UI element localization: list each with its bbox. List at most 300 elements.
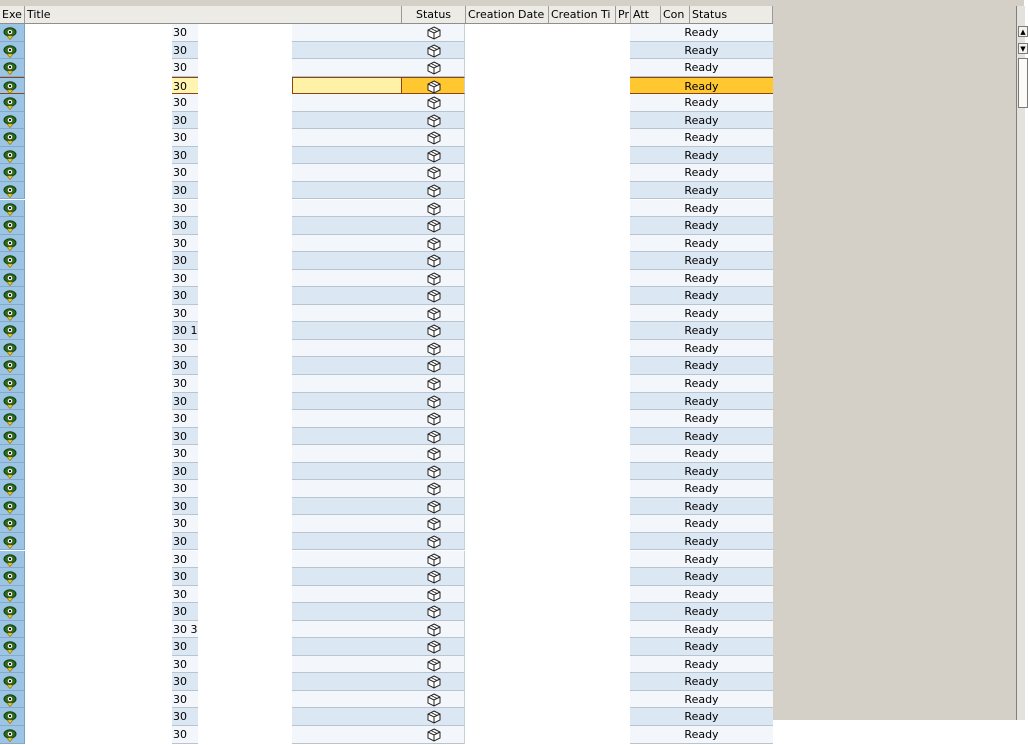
column-header-creation-time[interactable]: Creation Ti <box>549 6 616 23</box>
exe-cell[interactable] <box>0 533 25 551</box>
status-text-cell: Ready <box>630 375 773 393</box>
title-cell <box>25 305 172 323</box>
table-header <box>0 6 773 24</box>
exe-cell[interactable] <box>0 393 25 411</box>
exe-cell[interactable] <box>0 568 25 586</box>
blank-cell <box>465 357 630 375</box>
table-row[interactable] <box>0 182 773 200</box>
text-field-cell[interactable] <box>292 357 402 375</box>
table-row[interactable] <box>0 270 773 288</box>
table-row[interactable] <box>0 515 773 533</box>
text-field-cell[interactable] <box>292 200 402 218</box>
execute-eye-icon[interactable] <box>3 553 17 567</box>
status-text-cell: Ready <box>630 147 773 165</box>
package-box-icon <box>427 412 441 426</box>
package-box-icon <box>427 395 441 409</box>
text-field-cell[interactable] <box>292 480 402 498</box>
exe-cell[interactable] <box>0 182 25 200</box>
exe-cell[interactable] <box>0 164 25 182</box>
blank-cell <box>465 77 630 95</box>
execute-eye-icon[interactable] <box>3 61 17 75</box>
blank-cell <box>198 24 292 42</box>
table-row[interactable] <box>0 656 773 674</box>
table-row[interactable] <box>0 217 773 235</box>
status-icon-cell <box>402 691 465 709</box>
text-field-cell[interactable] <box>292 164 402 182</box>
status-text-cell: Ready <box>630 200 773 218</box>
blank-cell <box>465 498 630 516</box>
table-row-selected[interactable] <box>0 77 773 95</box>
exe-cell[interactable] <box>0 129 25 147</box>
exe-cell[interactable] <box>0 656 25 674</box>
blank-cell <box>465 217 630 235</box>
execute-eye-icon[interactable] <box>3 588 17 602</box>
exe-cell[interactable] <box>0 445 25 463</box>
execute-eye-icon[interactable] <box>3 237 17 251</box>
package-box-icon <box>427 342 441 356</box>
exe-cell[interactable] <box>0 551 25 569</box>
status-text-cell: Ready <box>630 217 773 235</box>
table-row[interactable] <box>0 708 773 726</box>
execute-eye-icon[interactable] <box>3 535 17 549</box>
execute-eye-icon[interactable] <box>3 500 17 514</box>
status-text-cell: Ready <box>630 551 773 569</box>
execute-eye-icon[interactable] <box>3 44 17 58</box>
text-field-cell[interactable] <box>292 77 402 95</box>
status-text-cell: Ready <box>630 498 773 516</box>
exe-cell[interactable] <box>0 708 25 726</box>
status-text-cell: Ready <box>630 515 773 533</box>
status-icon-cell <box>402 498 465 516</box>
vertical-scrollbar[interactable] <box>1016 6 1025 720</box>
execute-eye-icon[interactable] <box>3 728 17 742</box>
status-text-cell: Ready <box>630 691 773 709</box>
text-field-cell[interactable] <box>292 656 402 674</box>
title-cell <box>25 270 172 288</box>
table-row[interactable] <box>0 375 773 393</box>
blank-cell <box>198 603 292 621</box>
package-box-icon <box>427 430 441 444</box>
title-cell <box>25 217 172 235</box>
table-row[interactable] <box>0 235 773 253</box>
number-cell: 30 <box>172 393 198 411</box>
execute-eye-icon[interactable] <box>3 465 17 479</box>
exe-cell[interactable] <box>0 638 25 656</box>
package-box-icon <box>427 131 441 145</box>
exe-cell[interactable] <box>0 235 25 253</box>
blank-cell <box>465 586 630 604</box>
execute-eye-icon[interactable] <box>3 26 17 40</box>
blank-cell <box>465 112 630 130</box>
status-icon-cell <box>402 217 465 235</box>
execute-eye-icon[interactable] <box>3 710 17 724</box>
execute-eye-icon[interactable] <box>3 693 17 707</box>
text-field-cell[interactable] <box>292 428 402 446</box>
table-row[interactable] <box>0 533 773 551</box>
exe-cell[interactable] <box>0 375 25 393</box>
blank-cell <box>198 217 292 235</box>
blank-cell <box>198 445 292 463</box>
text-field-cell[interactable] <box>292 217 402 235</box>
text-field-cell[interactable] <box>292 673 402 691</box>
text-field-cell[interactable] <box>292 726 402 744</box>
blank-cell <box>465 621 630 639</box>
blank-cell <box>198 410 292 428</box>
table-row[interactable] <box>0 59 773 77</box>
exe-cell[interactable] <box>0 24 25 42</box>
blank-cell <box>465 708 630 726</box>
table-row[interactable] <box>0 94 773 112</box>
text-field-cell[interactable] <box>292 322 402 340</box>
blank-cell <box>465 463 630 481</box>
text-field-cell[interactable] <box>292 638 402 656</box>
title-cell <box>25 129 172 147</box>
blank-cell <box>198 287 292 305</box>
table-row[interactable] <box>0 252 773 270</box>
execute-eye-icon[interactable] <box>3 640 17 654</box>
exe-cell[interactable] <box>0 94 25 112</box>
title-cell <box>25 708 172 726</box>
status-text-cell: Ready <box>630 182 773 200</box>
exe-cell[interactable] <box>0 428 25 446</box>
execute-eye-icon[interactable] <box>3 324 17 338</box>
text-field-cell[interactable] <box>292 252 402 270</box>
package-box-icon <box>427 96 441 110</box>
execute-eye-icon[interactable] <box>3 96 17 110</box>
execute-eye-icon[interactable] <box>3 114 17 128</box>
blank-cell <box>198 673 292 691</box>
execute-eye-icon[interactable] <box>3 623 17 637</box>
package-box-icon <box>427 553 441 567</box>
execute-eye-icon[interactable] <box>3 447 17 461</box>
text-field-cell[interactable] <box>292 410 402 428</box>
status-text-cell: Ready <box>630 322 773 340</box>
column-header-creation-date[interactable]: Creation Date <box>466 6 549 23</box>
text-field-cell[interactable] <box>292 147 402 165</box>
execute-eye-icon[interactable] <box>3 149 17 163</box>
exe-cell[interactable] <box>0 200 25 218</box>
table-row[interactable] <box>0 357 773 375</box>
text-field-cell[interactable] <box>292 375 402 393</box>
exe-cell[interactable] <box>0 340 25 358</box>
title-cell <box>25 463 172 481</box>
execute-eye-icon[interactable] <box>3 570 17 584</box>
exe-cell[interactable] <box>0 112 25 130</box>
blank-cell <box>198 94 292 112</box>
status-text-cell: Ready <box>630 235 773 253</box>
table-row[interactable] <box>0 24 773 42</box>
status-icon-cell <box>402 129 465 147</box>
blank-cell <box>198 77 292 95</box>
blank-cell <box>198 586 292 604</box>
table-row[interactable] <box>0 428 773 446</box>
package-box-icon <box>427 377 441 391</box>
execute-eye-icon[interactable] <box>3 184 17 198</box>
table-row[interactable] <box>0 638 773 656</box>
blank-cell <box>198 428 292 446</box>
number-cell: 30 <box>172 445 198 463</box>
text-field-cell[interactable] <box>292 551 402 569</box>
exe-cell[interactable] <box>0 410 25 428</box>
blank-cell <box>198 515 292 533</box>
text-field-cell[interactable] <box>292 270 402 288</box>
blank-cell <box>198 357 292 375</box>
table-row[interactable] <box>0 463 773 481</box>
title-cell <box>25 200 172 218</box>
package-box-icon <box>427 535 441 549</box>
execute-eye-icon[interactable] <box>3 307 17 321</box>
table-row[interactable] <box>0 42 773 60</box>
execute-eye-icon[interactable] <box>3 395 17 409</box>
blank-cell <box>465 533 630 551</box>
exe-cell[interactable] <box>0 691 25 709</box>
execute-eye-icon[interactable] <box>3 219 17 233</box>
scroll-up-arrow-icon[interactable]: ▲ <box>1018 26 1028 37</box>
execute-eye-icon[interactable] <box>3 131 17 145</box>
title-cell <box>25 322 172 340</box>
column-header-con[interactable]: Con <box>661 6 690 23</box>
blank-cell <box>465 410 630 428</box>
exe-cell[interactable] <box>0 586 25 604</box>
status-text-cell: Ready <box>630 410 773 428</box>
title-cell <box>25 287 172 305</box>
blank-cell <box>465 59 630 77</box>
exe-cell[interactable] <box>0 147 25 165</box>
exe-cell[interactable] <box>0 673 25 691</box>
number-cell: 30 <box>172 77 198 95</box>
table-row[interactable] <box>0 673 773 691</box>
exe-cell[interactable] <box>0 217 25 235</box>
scroll-down-arrow-icon[interactable]: ▼ <box>1018 43 1028 54</box>
text-field-cell[interactable] <box>292 603 402 621</box>
status-icon-cell <box>402 410 465 428</box>
text-field-cell[interactable] <box>292 586 402 604</box>
number-cell: 30 <box>172 42 198 60</box>
blank-cell <box>465 691 630 709</box>
title-cell <box>25 42 172 60</box>
execute-eye-icon[interactable] <box>3 80 17 94</box>
title-cell <box>25 480 172 498</box>
title-cell <box>25 112 172 130</box>
column-header-pr[interactable]: Pr <box>616 6 631 23</box>
title-cell <box>25 147 172 165</box>
status-text-cell: Ready <box>630 463 773 481</box>
number-cell: 30 3 <box>172 621 198 639</box>
exe-cell[interactable] <box>0 42 25 60</box>
text-field-cell[interactable] <box>292 691 402 709</box>
table-row[interactable] <box>0 200 773 218</box>
execute-eye-icon[interactable] <box>3 289 17 303</box>
execute-eye-icon[interactable] <box>3 377 17 391</box>
column-header-status[interactable]: Status <box>402 6 466 23</box>
number-cell: 30 <box>172 287 198 305</box>
package-box-icon <box>427 114 441 128</box>
status-icon-cell <box>402 24 465 42</box>
blank-cell <box>465 164 630 182</box>
package-box-icon <box>427 675 441 689</box>
exe-cell[interactable] <box>0 515 25 533</box>
table-row[interactable] <box>0 164 773 182</box>
title-cell <box>25 340 172 358</box>
execute-eye-icon[interactable] <box>3 359 17 373</box>
execute-eye-icon[interactable] <box>3 605 17 619</box>
text-field-cell[interactable] <box>292 42 402 60</box>
execute-eye-icon[interactable] <box>3 202 17 216</box>
execute-eye-icon[interactable] <box>3 166 17 180</box>
package-box-icon <box>427 570 441 584</box>
blank-cell <box>465 287 630 305</box>
package-box-icon <box>427 517 441 531</box>
text-field-cell[interactable] <box>292 445 402 463</box>
blank-cell <box>198 42 292 60</box>
status-icon-cell <box>402 533 465 551</box>
table-row[interactable] <box>0 147 773 165</box>
blank-cell <box>198 147 292 165</box>
blank-cell <box>198 568 292 586</box>
exe-cell[interactable] <box>0 480 25 498</box>
table-row[interactable] <box>0 498 773 516</box>
exe-cell[interactable] <box>0 59 25 77</box>
package-box-icon <box>427 219 441 233</box>
blank-cell <box>198 726 292 744</box>
text-field-cell[interactable] <box>292 515 402 533</box>
column-header-exe[interactable]: Exe <box>0 6 25 23</box>
title-cell <box>25 252 172 270</box>
execute-eye-icon[interactable] <box>3 412 17 426</box>
blank-cell <box>198 656 292 674</box>
exe-cell[interactable] <box>0 357 25 375</box>
table-row[interactable] <box>0 586 773 604</box>
table-row[interactable] <box>0 551 773 569</box>
blank-cell <box>198 305 292 323</box>
blank-cell <box>198 59 292 77</box>
scrollbar-thumb[interactable] <box>1018 58 1028 108</box>
number-cell: 30 <box>172 340 198 358</box>
number-cell: 30 <box>172 638 198 656</box>
status-icon-cell <box>402 515 465 533</box>
status-icon-cell <box>402 235 465 253</box>
table-row[interactable] <box>0 393 773 411</box>
text-field-cell[interactable] <box>292 498 402 516</box>
execute-eye-icon[interactable] <box>3 272 17 286</box>
text-field-cell[interactable] <box>292 182 402 200</box>
text-field-cell[interactable] <box>292 235 402 253</box>
table-body <box>0 24 773 741</box>
text-field-cell[interactable] <box>292 112 402 130</box>
exe-cell[interactable] <box>0 498 25 516</box>
package-box-icon <box>427 658 441 672</box>
package-box-icon <box>427 166 441 180</box>
column-header-att[interactable]: Att <box>631 6 661 23</box>
text-field-cell[interactable] <box>292 305 402 323</box>
table-row[interactable] <box>0 322 773 340</box>
blank-cell <box>465 638 630 656</box>
title-cell <box>25 24 172 42</box>
execute-eye-icon[interactable] <box>3 658 17 672</box>
text-field-cell[interactable] <box>292 393 402 411</box>
title-cell <box>25 515 172 533</box>
number-cell: 30 <box>172 463 198 481</box>
text-field-cell[interactable] <box>292 94 402 112</box>
number-cell: 30 <box>172 129 198 147</box>
text-field-cell[interactable] <box>292 287 402 305</box>
package-box-icon <box>427 44 441 58</box>
status-icon-cell <box>402 673 465 691</box>
package-box-icon <box>427 272 441 286</box>
text-field-cell[interactable] <box>292 24 402 42</box>
table-row[interactable] <box>0 305 773 323</box>
execute-eye-icon[interactable] <box>3 482 17 496</box>
exe-cell[interactable] <box>0 77 25 95</box>
title-cell <box>25 393 172 411</box>
package-box-icon <box>427 710 441 724</box>
table-row[interactable] <box>0 621 773 639</box>
exe-cell[interactable] <box>0 270 25 288</box>
text-field-cell[interactable] <box>292 463 402 481</box>
table-row[interactable] <box>0 445 773 463</box>
text-field-cell[interactable] <box>292 59 402 77</box>
title-cell <box>25 94 172 112</box>
text-field-cell[interactable] <box>292 129 402 147</box>
text-field-cell[interactable] <box>292 621 402 639</box>
exe-cell[interactable] <box>0 603 25 621</box>
status-icon-cell <box>402 656 465 674</box>
package-box-icon <box>427 605 441 619</box>
execute-eye-icon[interactable] <box>3 675 17 689</box>
execute-eye-icon[interactable] <box>3 254 17 268</box>
blank-cell <box>465 603 630 621</box>
column-header-status-2[interactable]: Status <box>690 6 773 23</box>
package-box-icon <box>427 184 441 198</box>
column-header-title[interactable]: Title <box>25 6 402 23</box>
text-field-cell[interactable] <box>292 533 402 551</box>
exe-cell[interactable] <box>0 305 25 323</box>
package-box-icon <box>427 61 441 75</box>
table-row[interactable] <box>0 480 773 498</box>
exe-cell[interactable] <box>0 463 25 481</box>
execute-eye-icon[interactable] <box>3 430 17 444</box>
execute-eye-icon[interactable] <box>3 342 17 356</box>
table-row[interactable] <box>0 410 773 428</box>
table-row[interactable] <box>0 287 773 305</box>
package-box-icon <box>427 289 441 303</box>
table-row[interactable] <box>0 129 773 147</box>
exe-cell[interactable] <box>0 252 25 270</box>
text-field-cell[interactable] <box>292 340 402 358</box>
exe-cell[interactable] <box>0 322 25 340</box>
text-field-cell[interactable] <box>292 708 402 726</box>
package-box-icon <box>427 237 441 251</box>
execute-eye-icon[interactable] <box>3 517 17 531</box>
table-row[interactable] <box>0 691 773 709</box>
table-row[interactable] <box>0 112 773 130</box>
exe-cell[interactable] <box>0 287 25 305</box>
table-row[interactable] <box>0 340 773 358</box>
blank-cell <box>198 112 292 130</box>
table-row[interactable] <box>0 568 773 586</box>
exe-cell[interactable] <box>0 726 25 744</box>
title-cell <box>25 410 172 428</box>
number-cell: 30 <box>172 586 198 604</box>
exe-cell[interactable] <box>0 621 25 639</box>
status-icon-cell <box>402 270 465 288</box>
text-field-cell[interactable] <box>292 568 402 586</box>
blank-cell <box>465 200 630 218</box>
table-row[interactable] <box>0 726 773 744</box>
blank-cell <box>465 340 630 358</box>
package-box-icon <box>427 623 441 637</box>
table-row[interactable] <box>0 603 773 621</box>
